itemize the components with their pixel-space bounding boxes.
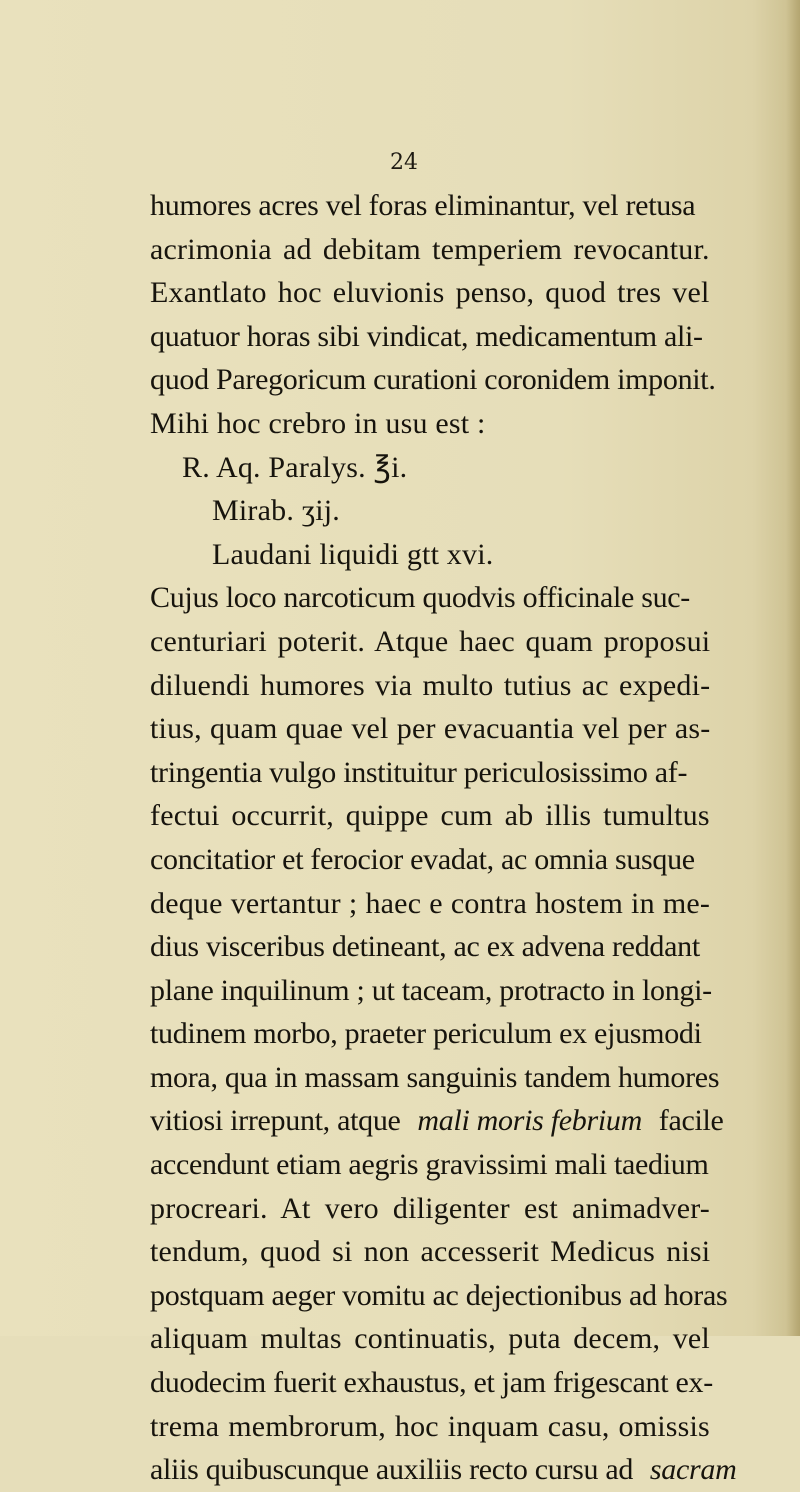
text-line: humores acres vel foras eliminantur, vel retusa bbox=[150, 189, 696, 222]
text-line: quatuor horas sibi vindicat, medicamentum ali- bbox=[150, 319, 703, 353]
page-number: 24 bbox=[390, 150, 418, 175]
text-line: centuriari poterit. Atque haec quam proposui bbox=[150, 624, 711, 658]
text-line: trema membrorum, hoc inquam casu, omissis bbox=[150, 1409, 710, 1443]
text-line: quod Paregoricum curationi coronidem imponit. bbox=[150, 363, 716, 397]
text-line: tudinem morbo, praeter periculum ex ejusmodi bbox=[150, 1017, 702, 1051]
text-line: aliquam multas continuatis, puta decem, vel bbox=[150, 1322, 710, 1356]
italic-phrase: sacram bbox=[649, 1453, 737, 1487]
text-segment: aliis quibuscunque auxiliis recto cursu ad bbox=[150, 1453, 634, 1487]
text-line: tendum, quod si non accesserit Medicus nisi bbox=[150, 1235, 711, 1269]
prescription-line: Laudani liquidi gtt xvi. bbox=[212, 537, 494, 571]
text-line: tringentia vulgo instituitur periculosissimo af- bbox=[150, 755, 688, 789]
text-line: Exantlato hoc eluvionis penso, quod tres vel bbox=[150, 276, 710, 310]
text-line: plane inquilinum ; ut taceam, protracto in longi- bbox=[150, 973, 712, 1007]
text-line: concitatior et ferocior evadat, ac omnia susque bbox=[150, 842, 695, 876]
text-line: dius visceribus detineant, ac ex advena reddant bbox=[150, 930, 700, 964]
text-line: deque vertantur ; haec e contra hostem in me- bbox=[150, 886, 711, 920]
text-segment: vitiosi irrepunt, atque bbox=[150, 1104, 401, 1138]
prescription-line: Mirab. ʒij. bbox=[212, 494, 341, 528]
prescription-line: R. Aq. Paralys. ℥i. bbox=[182, 450, 408, 484]
text-line: acrimonia ad debitam temperiem revocantur. bbox=[150, 232, 710, 266]
text-line: diluendi humores via multo tutius ac expedi- bbox=[150, 668, 711, 702]
text-line-mixed bbox=[150, 1448, 737, 1492]
page-edge-shadow bbox=[786, 0, 800, 1336]
text-line: mora, qua in massam sanguinis tandem humores bbox=[150, 1060, 720, 1094]
text-line: Mihi hoc crebro in usu est : bbox=[150, 406, 486, 440]
text-line-mixed bbox=[150, 1099, 724, 1143]
italic-phrase: mali moris febrium bbox=[417, 1104, 642, 1138]
text-line: procreari. At vero diligenter est animadver- bbox=[150, 1191, 710, 1225]
text-line: Cujus loco narcoticum quodvis officinale suc- bbox=[150, 581, 690, 615]
text-line: fectui occurrit, quippe cum ab illis tumultus bbox=[150, 799, 710, 833]
text-line: postquam aeger vomitu ac dejectionibus ad horas bbox=[150, 1278, 728, 1312]
text-line: duodecim fuerit exhaustus, et jam frigescant ex- bbox=[150, 1366, 713, 1400]
text-line: tius, quam quae vel per evacuantia vel per as- bbox=[150, 712, 711, 746]
body-text bbox=[150, 184, 737, 1492]
text-segment: facile bbox=[658, 1104, 724, 1138]
text-line: accendunt etiam aegris gravissimi mali taedium bbox=[150, 1148, 709, 1182]
